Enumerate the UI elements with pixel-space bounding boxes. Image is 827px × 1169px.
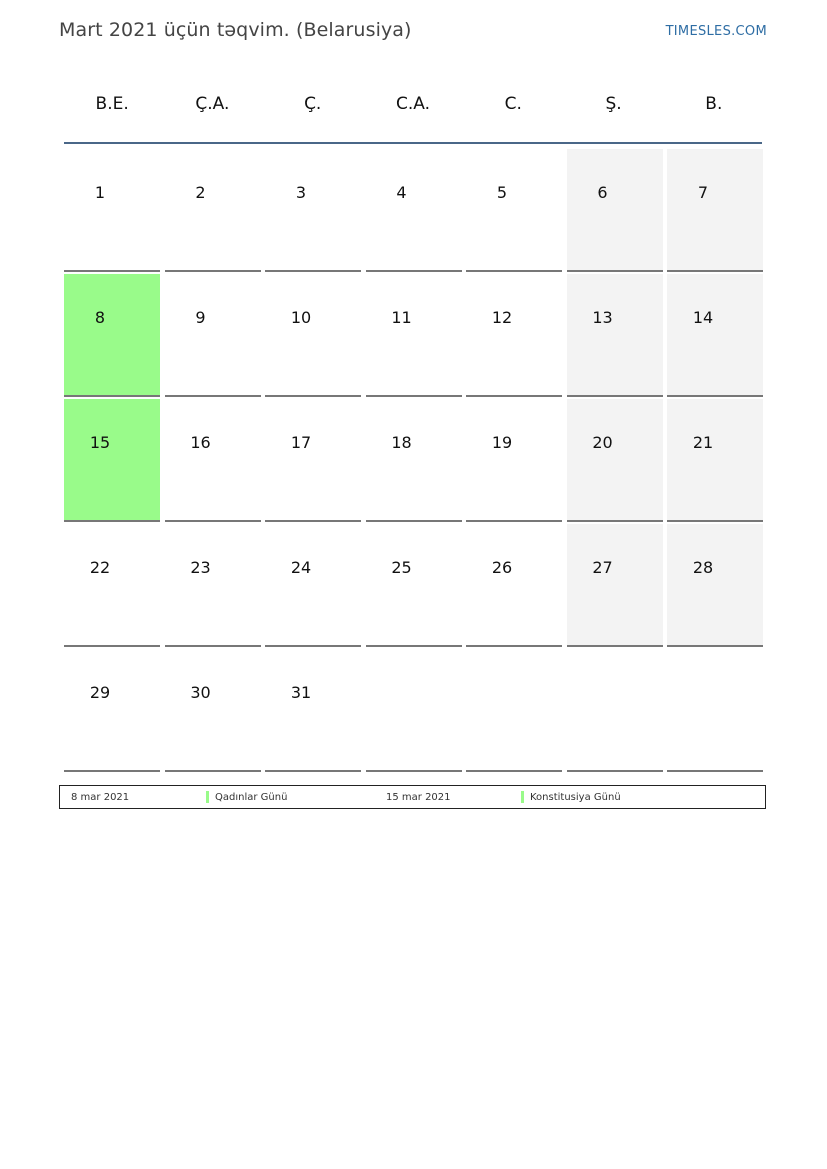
calendar-week-row — [64, 274, 763, 399]
day-number: 3 — [295, 183, 307, 202]
day-cell[interactable] — [667, 149, 763, 272]
day-number: 24 — [290, 558, 312, 577]
day-cell[interactable] — [165, 399, 261, 522]
day-cell[interactable] — [667, 524, 763, 647]
day-cell[interactable] — [165, 649, 261, 772]
day-number: 17 — [290, 433, 312, 452]
calendar-week-row — [64, 399, 763, 524]
calendar-week-row — [64, 649, 763, 774]
day-cell[interactable] — [165, 274, 261, 397]
empty-day-cell — [567, 649, 663, 772]
day-number: 6 — [597, 183, 608, 202]
legend-date: 15 mar 2021 — [386, 791, 451, 803]
day-number: 14 — [692, 308, 714, 327]
day-number: 31 — [290, 683, 312, 702]
day-number: 28 — [692, 558, 714, 577]
holiday-color-marker — [521, 791, 524, 803]
day-number: 11 — [391, 308, 412, 327]
day-cell[interactable] — [265, 524, 361, 647]
day-number: 10 — [290, 308, 312, 327]
day-number: 8 — [94, 308, 106, 327]
day-number: 29 — [89, 683, 111, 702]
day-cell[interactable] — [64, 274, 160, 397]
header-divider — [64, 142, 762, 144]
day-number: 1 — [94, 183, 106, 202]
page-title: Mart 2021 üçün təqvim. (Belarusiya) — [59, 19, 412, 41]
legend-item — [60, 791, 375, 803]
day-number: 9 — [195, 308, 206, 327]
day-number: 7 — [697, 183, 709, 202]
day-cell[interactable] — [567, 149, 663, 272]
empty-day-cell — [366, 649, 462, 772]
day-cell[interactable] — [667, 274, 763, 397]
weekday-header — [62, 90, 764, 118]
day-cell[interactable] — [366, 149, 462, 272]
day-cell[interactable] — [466, 149, 562, 272]
day-number: 26 — [491, 558, 513, 577]
day-cell[interactable] — [265, 649, 361, 772]
day-number: 15 — [89, 433, 111, 452]
day-cell[interactable] — [265, 399, 361, 522]
legend-holiday-name: Qadınlar Günü — [215, 791, 288, 803]
day-number: 20 — [592, 433, 613, 452]
weekday-label: B. — [705, 94, 723, 114]
day-cell[interactable] — [567, 524, 663, 647]
day-cell[interactable] — [366, 524, 462, 647]
day-cell[interactable] — [567, 274, 663, 397]
day-cell[interactable] — [466, 524, 562, 647]
day-cell[interactable] — [466, 274, 562, 397]
holiday-legend — [59, 785, 766, 809]
brand-link[interactable]: TIMESLES.COM — [665, 24, 767, 39]
day-number: 16 — [190, 433, 211, 452]
weekday-label: Ç.A. — [195, 94, 230, 114]
day-cell[interactable] — [366, 399, 462, 522]
day-number: 23 — [190, 558, 211, 577]
calendar-week-row — [64, 524, 763, 649]
day-number: 19 — [491, 433, 513, 452]
day-number: 4 — [396, 183, 407, 202]
day-number: 25 — [391, 558, 412, 577]
legend-holiday-name: Konstitusiya Günü — [530, 791, 621, 803]
calendar-week-row — [64, 149, 763, 274]
legend-date: 8 mar 2021 — [71, 791, 130, 803]
weekday-label: B.E. — [95, 94, 129, 114]
day-number: 27 — [592, 558, 613, 577]
legend-item — [375, 791, 690, 803]
day-cell[interactable] — [667, 399, 763, 522]
weekday-label: C.A. — [395, 94, 430, 114]
weekday-label: Ş. — [605, 94, 622, 114]
day-cell[interactable] — [64, 649, 160, 772]
empty-day-cell — [667, 649, 763, 772]
holiday-color-marker — [206, 791, 209, 803]
day-cell[interactable] — [466, 399, 562, 522]
day-cell[interactable] — [265, 149, 361, 272]
weekday-label: Ç. — [304, 94, 322, 114]
day-number: 22 — [89, 558, 111, 577]
day-number: 21 — [692, 433, 714, 452]
day-number: 2 — [195, 183, 206, 202]
day-cell[interactable] — [165, 524, 261, 647]
day-cell[interactable] — [64, 149, 160, 272]
day-cell[interactable] — [567, 399, 663, 522]
day-number: 18 — [391, 433, 412, 452]
day-number: 13 — [592, 308, 613, 327]
day-cell[interactable] — [64, 399, 160, 522]
day-number: 30 — [190, 683, 211, 702]
weekday-label: C. — [504, 94, 522, 114]
day-cell[interactable] — [64, 524, 160, 647]
day-cell[interactable] — [366, 274, 462, 397]
day-number: 5 — [496, 183, 508, 202]
day-cell[interactable] — [165, 149, 261, 272]
day-cell[interactable] — [265, 274, 361, 397]
day-number: 12 — [491, 308, 513, 327]
empty-day-cell — [466, 649, 562, 772]
calendar-grid — [64, 149, 763, 774]
